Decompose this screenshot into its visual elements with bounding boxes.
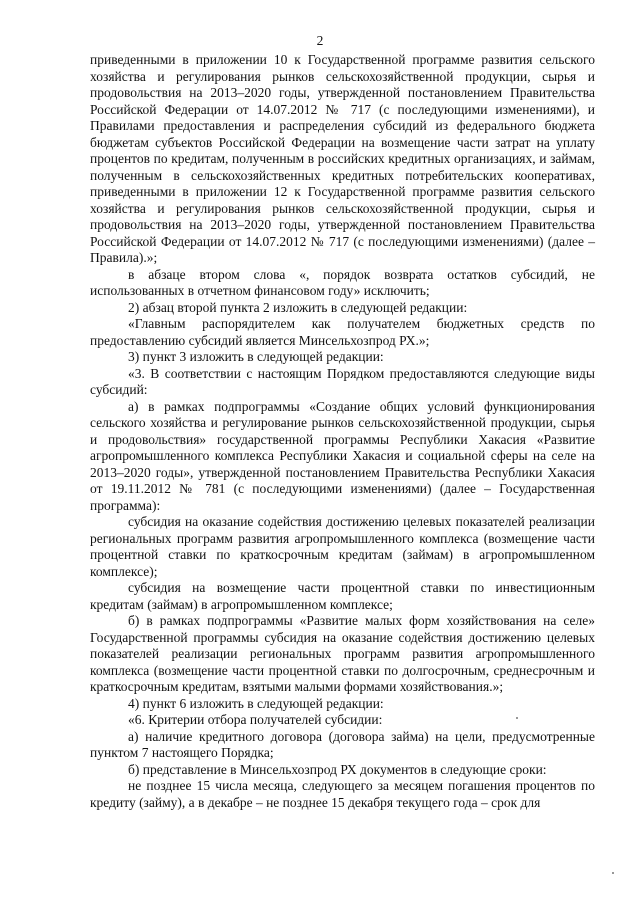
- paragraph: 4) пункт 6 изложить в следующей редакции:: [128, 695, 384, 711]
- paragraph: б) представление в Минсельхозпрод РХ документов в следующие сроки:: [128, 761, 547, 777]
- document-body: [90, 52, 595, 811]
- page-number: 2: [316, 33, 324, 48]
- paragraph: а) в рамках подпрограммы «Создание общих условий функционирования сельского хозяйства и регулирование рынков сельскохозяйственной продукции, сырья и продовольствия» государственной программы Республики Хакасия «Развитие агропромышленного комплекса Республики Хакасия и социальной сферы на селе на 2013–2020 годы», утвержденной постановлением Правительства Республики Хакасия от 19.11.2012 № 781 (с последующими изменениями) (далее – Государственная программа):: [90, 398, 595, 513]
- paragraph: субсидия на оказание содействия достижению целевых показателей реализации региональных программ развития агропромышленного комплекса (возмещение части процентной ставки по краткосрочным кредитам (займам) в агропромышленном комплексе);: [90, 514, 595, 579]
- paragraph: б) в рамках подпрограммы «Развитие малых форм хозяйствования на селе» Государственной программы субсидия на оказание содействия достижению целевых показателей реализации региональных программ развития агропромышленного комплекса (возмещение части процентной ставки по долгосрочным, среднесрочным и краткосрочным кредитам, взятыми малыми формами хозяйствования.»;: [90, 613, 595, 694]
- paragraph: в абзаце втором слова «, порядок возврата остатков субсидий, не использованных в отчетном финансовом году» исключить;: [90, 266, 595, 298]
- paragraph: приведенными в приложении 10 к Государственной программе развития сельского хозяйства и регулирования рынков сельскохозяйственной продукции, сырья и продовольствия на 2013–2020 годы, утвержденной постановлением Правительства Российской Федерации от 14.07.2012 № 717 (с последующими изменениями), и Правилами предоставления и распределения субсидий из федерального бюджета бюджетам субъектов Российской Федерации на возмещение части затрат на уплату процентов по кредитам, полученным в российских кредитных организациях, и займам, полученным в сельскохозяйственных кредитных потребительских кооперативах, приведенными в приложении 12 к Государственной программе развития сельского хозяйства и регулирования рынков сельскохозяйственной продукции, сырья и продовольствия на 2013–2020 годы, утвержденной постановлением Правительства Российской Федерации от 14.07.2012 № 717 (с последующими изменениями) (далее – Правила).»;: [90, 52, 595, 265]
- paragraph: «6. Критерии отбора получателей субсидии:: [128, 712, 383, 727]
- paragraph: 2) абзац второй пункта 2 изложить в следующей редакции:: [128, 299, 468, 315]
- scan-speck: [516, 717, 518, 719]
- paragraph: 3) пункт 3 изложить в следующей редакции:: [128, 349, 384, 364]
- scan-speck: [612, 872, 614, 874]
- paragraph: «3. В соответствии с настоящим Порядком предоставляются следующие виды субсидий:: [90, 365, 595, 397]
- paragraph: а) наличие кредитного договора (договора займа) на цели, предусмотренные пунктом 7 настоящего Порядка;: [90, 728, 595, 760]
- paragraph: «Главным распорядителем как получателем бюджетных средств по предоставлению субсидий является Минсельхозпрод РХ.»;: [90, 316, 595, 348]
- paragraph: субсидия на возмещение части процентной ставки по инвестиционным кредитам (займам) в агропромышленном комплексе;: [90, 580, 595, 612]
- paragraph: не позднее 15 числа месяца, следующего за месяцем погашения процентов по кредиту (займу), а в декабре – не позднее 15 декабря текущего года – срок для: [90, 778, 595, 810]
